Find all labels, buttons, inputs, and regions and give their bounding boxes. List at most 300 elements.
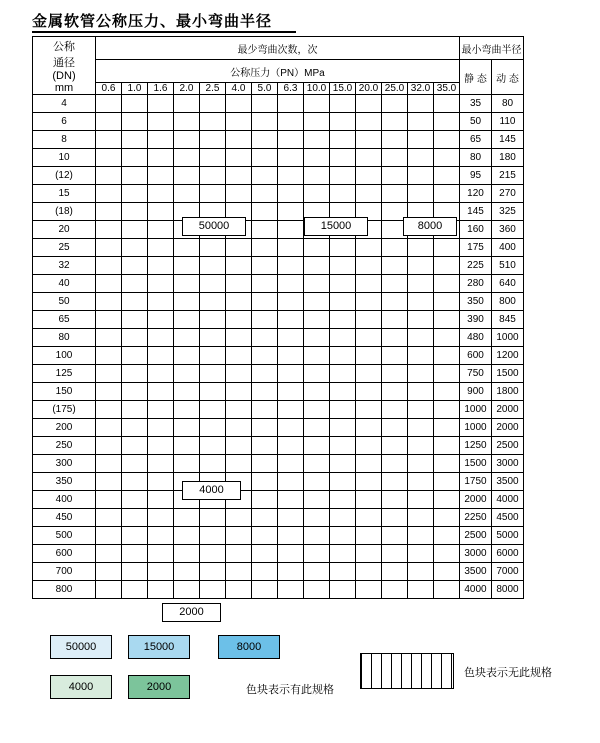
dn-value-cell: 40 <box>33 275 96 293</box>
spec-cell <box>434 329 460 347</box>
spec-cell <box>96 185 122 203</box>
spec-cell <box>200 275 226 293</box>
spec-cell <box>382 401 408 419</box>
spec-cell <box>382 311 408 329</box>
spec-cell <box>434 131 460 149</box>
dynamic-radius-cell: 180 <box>492 149 524 167</box>
spec-cell <box>148 347 174 365</box>
dynamic-radius-cell: 215 <box>492 167 524 185</box>
spec-cell <box>434 257 460 275</box>
pn-column-header: 6.3 <box>278 83 304 95</box>
cycle-callout: 2000 <box>162 603 221 622</box>
spec-cell <box>330 257 356 275</box>
spec-cell <box>434 347 460 365</box>
spec-cell <box>330 185 356 203</box>
spec-cell <box>408 401 434 419</box>
spec-cell <box>434 491 460 509</box>
spec-cell <box>174 131 200 149</box>
spec-cell <box>304 347 330 365</box>
static-radius-cell: 160 <box>460 221 492 239</box>
dn-value-cell: 50 <box>33 293 96 311</box>
spec-cell <box>148 383 174 401</box>
spec-cell <box>122 365 148 383</box>
spec-cell <box>382 257 408 275</box>
spec-cell <box>356 185 382 203</box>
spec-cell <box>408 455 434 473</box>
spec-cell <box>356 239 382 257</box>
spec-cell <box>434 509 460 527</box>
spec-cell <box>122 257 148 275</box>
spec-cell <box>382 581 408 599</box>
spec-cell <box>304 527 330 545</box>
spec-cell <box>434 113 460 131</box>
dynamic-radius-cell: 8000 <box>492 581 524 599</box>
table-row <box>33 239 524 257</box>
spec-cell <box>304 239 330 257</box>
spec-cell <box>252 455 278 473</box>
dn-value-cell: 150 <box>33 383 96 401</box>
spec-cell <box>356 437 382 455</box>
spec-cell <box>278 203 304 221</box>
spec-cell <box>148 95 174 113</box>
spec-cell <box>200 383 226 401</box>
spec-cell <box>408 473 434 491</box>
spec-cell <box>304 365 330 383</box>
spec-cell <box>382 455 408 473</box>
spec-cell <box>252 347 278 365</box>
spec-cell <box>96 455 122 473</box>
spec-cell <box>278 383 304 401</box>
spec-cell <box>148 365 174 383</box>
spec-cell <box>96 149 122 167</box>
spec-cell <box>330 329 356 347</box>
spec-cell <box>330 455 356 473</box>
spec-cell <box>148 491 174 509</box>
spec-cell <box>252 329 278 347</box>
table-body <box>33 95 524 599</box>
spec-cell <box>174 437 200 455</box>
spec-cell <box>200 455 226 473</box>
spec-cell <box>356 473 382 491</box>
pn-column-header: 2.5 <box>200 83 226 95</box>
spec-cell <box>226 545 252 563</box>
spec-cell <box>96 563 122 581</box>
spec-cell <box>434 581 460 599</box>
spec-cell <box>356 131 382 149</box>
dn-value-cell: 350 <box>33 473 96 491</box>
table-row <box>33 149 524 167</box>
spec-cell <box>408 383 434 401</box>
legend-hatch-swatch <box>360 653 454 689</box>
spec-cell <box>200 149 226 167</box>
spec-cell <box>122 455 148 473</box>
spec-cell <box>252 221 278 239</box>
spec-cell <box>174 581 200 599</box>
spec-cell <box>252 473 278 491</box>
spec-cell <box>408 347 434 365</box>
spec-cell <box>200 95 226 113</box>
spec-cell <box>252 437 278 455</box>
dn-line-2: 通径 <box>53 56 75 69</box>
legend-color-note: 色块表示有此规格 <box>246 683 334 696</box>
static-radius-cell: 1750 <box>460 473 492 491</box>
spec-cell <box>200 545 226 563</box>
spec-cell <box>356 347 382 365</box>
spec-cell <box>304 131 330 149</box>
spec-cell <box>96 401 122 419</box>
spec-cell <box>226 383 252 401</box>
legend-swatch: 50000 <box>50 635 112 659</box>
spec-cell <box>96 365 122 383</box>
dn-line-4: mm <box>54 81 74 94</box>
dn-value-cell: 800 <box>33 581 96 599</box>
spec-cell <box>148 419 174 437</box>
spec-cell <box>408 275 434 293</box>
spec-cell <box>122 401 148 419</box>
table-row <box>33 257 524 275</box>
dn-value-cell: 300 <box>33 455 96 473</box>
spec-cell <box>174 149 200 167</box>
spec-cell <box>96 311 122 329</box>
spec-cell <box>278 275 304 293</box>
spec-cell <box>122 563 148 581</box>
spec-cell <box>96 113 122 131</box>
static-radius-cell: 1000 <box>460 419 492 437</box>
spec-cell <box>382 383 408 401</box>
spec-cell <box>96 239 122 257</box>
spec-cell <box>96 347 122 365</box>
dn-value-cell: 65 <box>33 311 96 329</box>
spec-cell <box>226 131 252 149</box>
table-row <box>33 527 524 545</box>
spec-cell <box>200 257 226 275</box>
static-radius-cell: 390 <box>460 311 492 329</box>
spec-cell <box>330 509 356 527</box>
dynamic-radius-cell: 145 <box>492 131 524 149</box>
header-row-3 <box>33 83 524 95</box>
dynamic-radius-cell: 3000 <box>492 455 524 473</box>
spec-cell <box>226 347 252 365</box>
spec-cell <box>304 185 330 203</box>
spec-cell <box>304 545 330 563</box>
spec-cell <box>304 311 330 329</box>
spec-cell <box>304 437 330 455</box>
spec-cell <box>226 437 252 455</box>
spec-cell <box>174 509 200 527</box>
spec-cell <box>122 185 148 203</box>
static-radius-cell: 95 <box>460 167 492 185</box>
spec-cell <box>304 275 330 293</box>
static-radius-cell: 120 <box>460 185 492 203</box>
spec-cell <box>330 563 356 581</box>
dn-value-cell: 15 <box>33 185 96 203</box>
table-row <box>33 581 524 599</box>
dynamic-radius-cell: 2000 <box>492 419 524 437</box>
spec-cell <box>200 401 226 419</box>
spec-cell <box>330 347 356 365</box>
dynamic-radius-cell: 800 <box>492 293 524 311</box>
spec-cell <box>226 113 252 131</box>
spec-cell <box>304 293 330 311</box>
pn-column-header: 35.0 <box>434 83 460 95</box>
spec-cell <box>122 347 148 365</box>
dynamic-radius-cell: 1200 <box>492 347 524 365</box>
spec-cell <box>148 581 174 599</box>
spec-cell <box>122 311 148 329</box>
spec-cell <box>330 437 356 455</box>
spec-cell <box>382 509 408 527</box>
spec-cell <box>278 95 304 113</box>
spec-cell <box>252 401 278 419</box>
spec-cell <box>174 401 200 419</box>
spec-cell <box>226 455 252 473</box>
spec-cell <box>148 473 174 491</box>
spec-cell <box>252 365 278 383</box>
spec-cell <box>174 293 200 311</box>
spec-cell <box>148 401 174 419</box>
spec-cell <box>356 257 382 275</box>
spec-cell <box>96 203 122 221</box>
spec-cell <box>252 203 278 221</box>
dn-value-cell: 500 <box>33 527 96 545</box>
spec-cell <box>434 149 460 167</box>
table-row <box>33 185 524 203</box>
table-row <box>33 437 524 455</box>
spec-cell <box>304 113 330 131</box>
legend-hatch-note: 色块表示无此规格 <box>464 666 552 679</box>
spec-cell <box>434 473 460 491</box>
spec-cell <box>200 365 226 383</box>
spec-cell <box>356 545 382 563</box>
spec-cell <box>408 527 434 545</box>
spec-cell <box>200 419 226 437</box>
spec-cell <box>356 167 382 185</box>
spec-cell <box>226 275 252 293</box>
dynamic-radius-cell: 4000 <box>492 491 524 509</box>
spec-cell <box>304 509 330 527</box>
table-row <box>33 419 524 437</box>
table-row <box>33 275 524 293</box>
spec-cell <box>304 455 330 473</box>
dynamic-radius-cell: 510 <box>492 257 524 275</box>
spec-cell <box>96 491 122 509</box>
spec-cell <box>434 95 460 113</box>
dynamic-radius-cell: 6000 <box>492 545 524 563</box>
spec-cell <box>252 563 278 581</box>
static-radius-cell: 600 <box>460 347 492 365</box>
spec-cell <box>252 491 278 509</box>
spec-cell <box>330 581 356 599</box>
table-row <box>33 113 524 131</box>
pn-column-header: 4.0 <box>226 83 252 95</box>
spec-cell <box>226 509 252 527</box>
spec-cell <box>252 383 278 401</box>
table-row <box>33 293 524 311</box>
spec-cell <box>434 419 460 437</box>
spec-cell <box>122 527 148 545</box>
spec-cell <box>278 545 304 563</box>
spec-cell <box>122 545 148 563</box>
cycle-callout: 15000 <box>304 217 368 236</box>
dynamic-radius-cell: 7000 <box>492 563 524 581</box>
table-row <box>33 383 524 401</box>
spec-cell <box>382 167 408 185</box>
dynamic-header: 动 态 <box>492 60 524 95</box>
spec-cell <box>278 329 304 347</box>
spec-cell <box>148 275 174 293</box>
static-radius-cell: 2500 <box>460 527 492 545</box>
spec-cell <box>96 527 122 545</box>
spec-cell <box>434 239 460 257</box>
spec-cell <box>174 275 200 293</box>
spec-cell <box>278 221 304 239</box>
spec-cell <box>278 437 304 455</box>
spec-cell <box>278 239 304 257</box>
static-radius-cell: 1500 <box>460 455 492 473</box>
spec-cell <box>96 383 122 401</box>
spec-cell <box>434 401 460 419</box>
table-row <box>33 473 524 491</box>
dn-value-cell: 32 <box>33 257 96 275</box>
spec-cell <box>382 275 408 293</box>
spec-cell <box>148 149 174 167</box>
spec-cell <box>356 113 382 131</box>
table-row <box>33 401 524 419</box>
spec-cell <box>304 329 330 347</box>
dynamic-radius-cell: 5000 <box>492 527 524 545</box>
spec-cell <box>408 419 434 437</box>
spec-cell <box>304 563 330 581</box>
spec-cell <box>356 95 382 113</box>
spec-cell <box>382 293 408 311</box>
spec-table <box>32 36 524 599</box>
spec-cell <box>304 419 330 437</box>
spec-cell <box>278 419 304 437</box>
pn-column-header: 1.0 <box>122 83 148 95</box>
spec-cell <box>252 131 278 149</box>
cycle-callout: 50000 <box>182 217 246 236</box>
spec-cell <box>434 383 460 401</box>
spec-cell <box>200 329 226 347</box>
spec-cell <box>174 455 200 473</box>
dn-value-cell: 600 <box>33 545 96 563</box>
spec-cell <box>96 221 122 239</box>
spec-cell <box>382 527 408 545</box>
static-radius-cell: 4000 <box>460 581 492 599</box>
header-row-2 <box>33 60 524 83</box>
static-radius-cell: 750 <box>460 365 492 383</box>
spec-cell <box>278 491 304 509</box>
spec-cell <box>226 257 252 275</box>
spec-cell <box>304 167 330 185</box>
spec-cell <box>148 203 174 221</box>
spec-cell <box>122 113 148 131</box>
radius-header: 最小弯曲半径 <box>460 37 524 60</box>
spec-cell <box>200 581 226 599</box>
spec-cell <box>356 509 382 527</box>
dynamic-radius-cell: 640 <box>492 275 524 293</box>
spec-cell <box>148 257 174 275</box>
spec-cell <box>122 509 148 527</box>
spec-cell <box>174 311 200 329</box>
dynamic-radius-cell: 110 <box>492 113 524 131</box>
spec-cell <box>356 401 382 419</box>
spec-cell <box>330 545 356 563</box>
spec-cell <box>148 131 174 149</box>
spec-cell <box>408 581 434 599</box>
spec-cell <box>382 473 408 491</box>
spec-cell <box>408 131 434 149</box>
page-title: 金属软管公称压力、最小弯曲半径 <box>32 12 273 30</box>
dynamic-radius-cell: 360 <box>492 221 524 239</box>
spec-cell <box>174 545 200 563</box>
spec-cell <box>382 563 408 581</box>
spec-cell <box>174 185 200 203</box>
pn-column-header: 1.6 <box>148 83 174 95</box>
spec-cell <box>356 581 382 599</box>
table-head <box>33 37 524 95</box>
spec-cell <box>278 455 304 473</box>
spec-cell <box>174 383 200 401</box>
spec-cell <box>252 581 278 599</box>
spec-cell <box>96 257 122 275</box>
spec-cell <box>252 185 278 203</box>
spec-cell <box>278 149 304 167</box>
spec-cell <box>304 383 330 401</box>
spec-cell <box>148 329 174 347</box>
dynamic-radius-cell: 270 <box>492 185 524 203</box>
header-row-1 <box>33 37 524 60</box>
dn-line-1: 公称 <box>53 40 75 53</box>
spec-cell <box>226 563 252 581</box>
spec-cell <box>434 563 460 581</box>
spec-cell <box>434 527 460 545</box>
spec-cell <box>122 419 148 437</box>
spec-cell <box>252 257 278 275</box>
pn-column-header: 15.0 <box>330 83 356 95</box>
spec-cell <box>356 293 382 311</box>
spec-cell <box>226 149 252 167</box>
spec-cell <box>200 527 226 545</box>
spec-cell <box>96 545 122 563</box>
spec-cell <box>148 185 174 203</box>
spec-cell <box>200 509 226 527</box>
static-radius-cell: 65 <box>460 131 492 149</box>
dn-value-cell: (175) <box>33 401 96 419</box>
spec-cell <box>226 401 252 419</box>
static-radius-cell: 1000 <box>460 401 492 419</box>
cycle-callout: 8000 <box>403 217 457 236</box>
spec-cell <box>382 239 408 257</box>
static-radius-cell: 80 <box>460 149 492 167</box>
spec-cell <box>252 275 278 293</box>
spec-cell <box>226 311 252 329</box>
spec-cell <box>278 347 304 365</box>
table-row <box>33 95 524 113</box>
spec-cell <box>330 311 356 329</box>
table-row <box>33 491 524 509</box>
spec-cell <box>252 509 278 527</box>
spec-cell <box>200 311 226 329</box>
spec-cell <box>200 239 226 257</box>
dn-value-cell: 400 <box>33 491 96 509</box>
spec-cell <box>174 95 200 113</box>
spec-cell <box>356 311 382 329</box>
spec-cell <box>408 113 434 131</box>
spec-cell <box>330 383 356 401</box>
table-row <box>33 329 524 347</box>
spec-cell <box>408 293 434 311</box>
